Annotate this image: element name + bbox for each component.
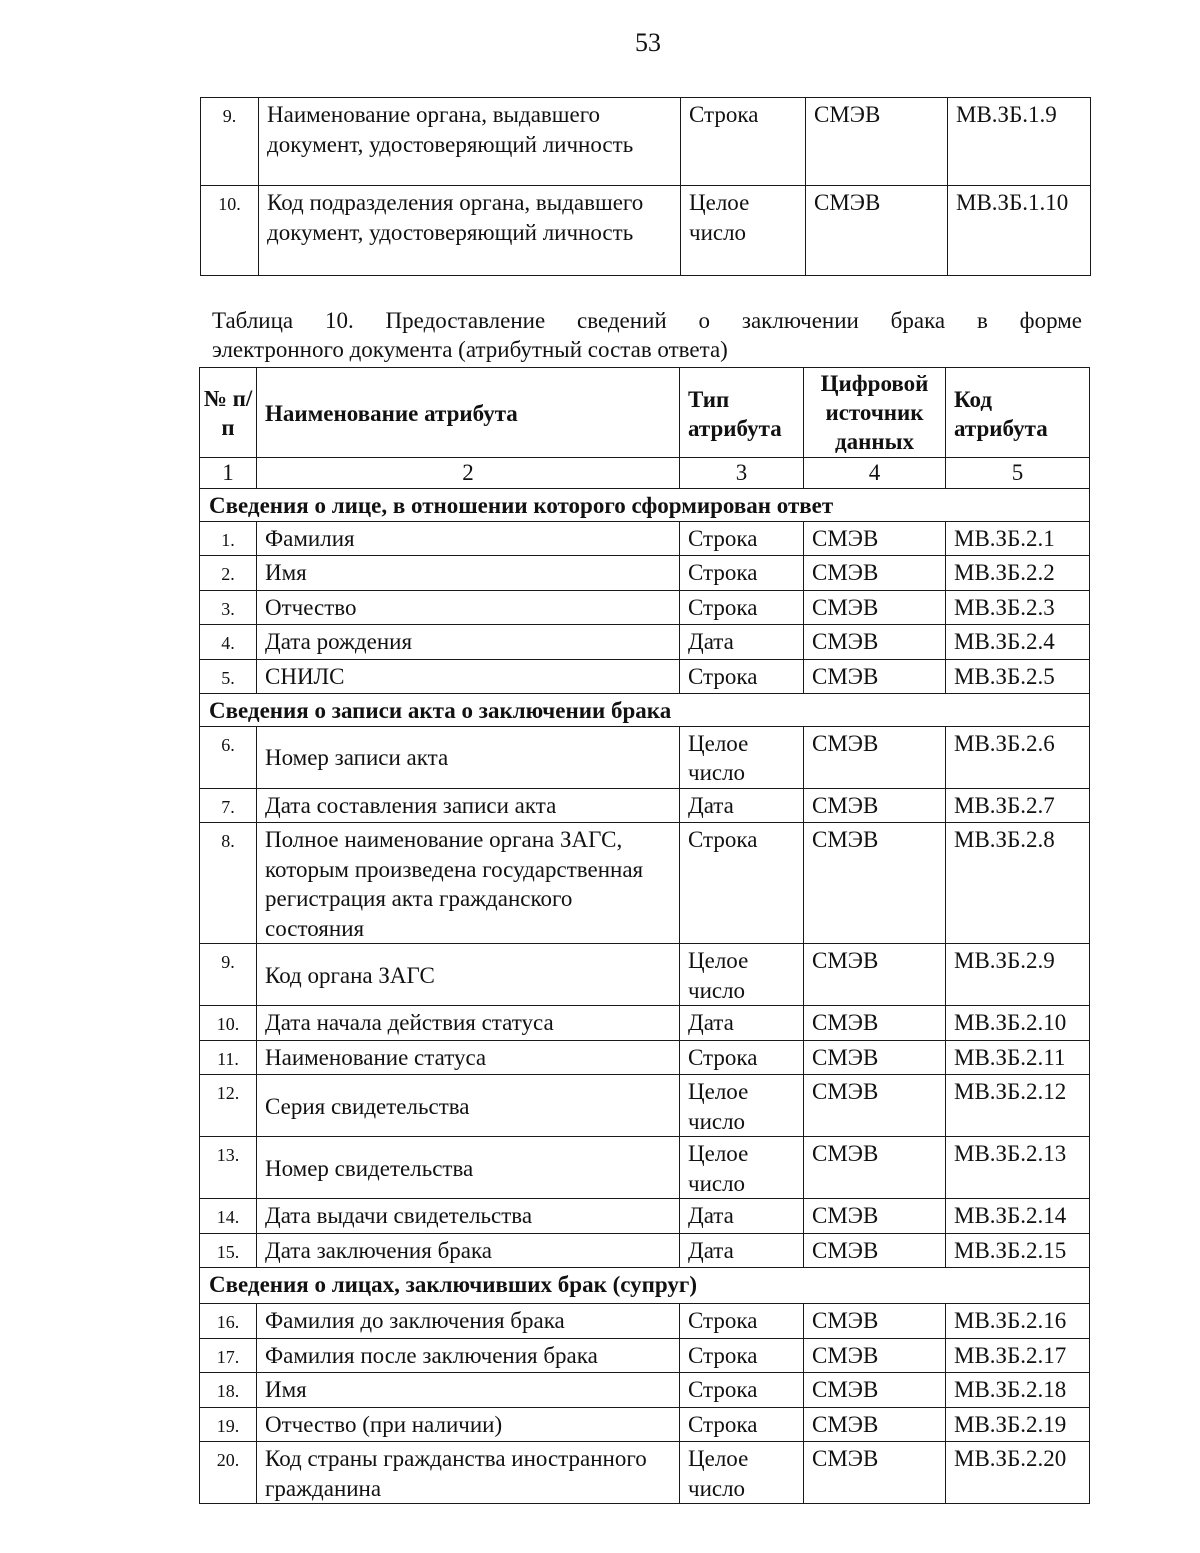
attribute-name: Серия свидетельства [257,1075,680,1137]
header-num: № п/п [200,368,257,458]
data-source: СМЭВ [804,823,946,944]
attribute-name: Полное наименование органа ЗАГС, которым произведена государственная регистрация акта гражданского состояния [257,823,680,944]
row-number: 14. [200,1199,257,1234]
row-number: 13. [200,1137,257,1199]
header-source: Цифровой источник данных [804,368,946,458]
row-number: 1. [200,521,257,556]
attribute-name: Наименование статуса [257,1040,680,1075]
attribute-type: Строка [680,823,804,944]
table-row [200,1233,1090,1268]
attribute-type: Целое число [680,1442,804,1504]
data-source: СМЭВ [804,625,946,660]
attribute-type: Строка [680,556,804,591]
attribute-name: Номер записи акта [257,726,680,788]
attribute-name: Отчество [257,590,680,625]
row-number: 12. [200,1075,257,1137]
attribute-name: Отчество (при наличии) [257,1407,680,1442]
attribute-type: Строка [680,1407,804,1442]
attribute-type: Дата [680,1006,804,1041]
attributes-table-body [200,489,1090,1504]
attribute-name: Имя [257,556,680,591]
attribute-code: МВ.ЗБ.2.12 [946,1075,1090,1137]
table-row [200,590,1090,625]
attribute-name: СНИЛС [257,659,680,694]
attribute-type: Дата [680,1199,804,1234]
data-source: СМЭВ [804,1040,946,1075]
attribute-code: МВ.ЗБ.2.9 [946,944,1090,1006]
table-row [201,186,1091,276]
column-number: 3 [680,458,804,489]
row-number: 11. [200,1040,257,1075]
data-source: СМЭВ [806,186,948,276]
data-source: СМЭВ [804,1233,946,1268]
table-row [200,1373,1090,1408]
data-source: СМЭВ [804,1006,946,1041]
table-row [200,521,1090,556]
previous-table-body [201,98,1091,276]
table-row [201,98,1091,186]
data-source: СМЭВ [804,1407,946,1442]
column-number: 2 [257,458,680,489]
attribute-code: МВ.ЗБ.2.18 [946,1373,1090,1408]
attribute-code: МВ.ЗБ.2.15 [946,1233,1090,1268]
attribute-type: Строка [680,1338,804,1373]
data-source: СМЭВ [804,1075,946,1137]
row-number: 9. [200,944,257,1006]
row-number: 7. [200,788,257,823]
data-source: СМЭВ [804,1304,946,1339]
attribute-code: МВ.ЗБ.2.20 [946,1442,1090,1504]
table-row [200,1199,1090,1234]
attributes-table [199,367,1090,1504]
table-row [200,1407,1090,1442]
column-number: 4 [804,458,946,489]
row-number: 9. [201,98,259,186]
row-number: 16. [200,1304,257,1339]
attribute-code: МВ.ЗБ.2.8 [946,823,1090,944]
table-row [200,823,1090,944]
row-number: 5. [200,659,257,694]
attribute-code: МВ.ЗБ.2.5 [946,659,1090,694]
row-number: 10. [200,1006,257,1041]
table-header-row [200,368,1090,458]
attribute-code: МВ.ЗБ.2.19 [946,1407,1090,1442]
attribute-code: МВ.ЗБ.2.14 [946,1199,1090,1234]
row-number: 4. [200,625,257,660]
attribute-code: МВ.ЗБ.2.7 [946,788,1090,823]
table-caption [212,306,1082,364]
attribute-code: МВ.ЗБ.2.1 [946,521,1090,556]
attribute-name: Код подразделения органа, выдавшего документ, удостоверяющий личность [259,186,681,276]
attribute-name: Код страны гражданства иностранного гражданина [257,1442,680,1504]
table-row [200,726,1090,788]
header-code: Код атрибута [946,368,1090,458]
table-row [200,1338,1090,1373]
previous-table-continuation [200,97,1091,276]
table-row [200,944,1090,1006]
column-number: 5 [946,458,1090,489]
attribute-name: Дата выдачи свидетельства [257,1199,680,1234]
section-title: Сведения о лице, в отношении которого сформирован ответ [200,489,1090,522]
attribute-code: МВ.ЗБ.1.9 [948,98,1091,186]
section-row [200,1268,1090,1304]
attribute-name: Наименование органа, выдавшего документ, удостоверяющий личность [259,98,681,186]
attribute-type: Дата [680,788,804,823]
table-row [200,1006,1090,1041]
table-row [200,556,1090,591]
attribute-type: Строка [681,98,806,186]
page-number: 53 [635,28,661,57]
data-source: СМЭВ [804,521,946,556]
row-number: 19. [200,1407,257,1442]
row-number: 15. [200,1233,257,1268]
table-row [200,1442,1090,1504]
table-row [200,659,1090,694]
attribute-name: Фамилия после заключения брака [257,1338,680,1373]
attribute-code: МВ.ЗБ.2.3 [946,590,1090,625]
row-number: 10. [201,186,259,276]
header-name: Наименование атрибута [257,368,680,458]
attribute-type: Целое число [680,944,804,1006]
attribute-name: Код органа ЗАГС [257,944,680,1006]
attribute-type: Строка [680,659,804,694]
attribute-name: Дата заключения брака [257,1233,680,1268]
column-number: 1 [200,458,257,489]
attribute-code: МВ.ЗБ.1.10 [948,186,1091,276]
row-number: 20. [200,1442,257,1504]
table-row [200,1304,1090,1339]
data-source: СМЭВ [804,944,946,1006]
data-source: СМЭВ [804,590,946,625]
attribute-type: Строка [680,1304,804,1339]
table-row [200,625,1090,660]
attribute-type: Строка [680,521,804,556]
data-source: СМЭВ [804,788,946,823]
row-number: 18. [200,1373,257,1408]
attribute-code: МВ.ЗБ.2.10 [946,1006,1090,1041]
attribute-type: Строка [680,1040,804,1075]
attribute-type: Целое число [680,1137,804,1199]
attribute-type: Дата [680,625,804,660]
attribute-type: Строка [680,1373,804,1408]
attribute-type: Целое число [681,186,806,276]
section-row [200,694,1090,727]
attribute-name: Дата начала действия статуса [257,1006,680,1041]
caption-line-2: электронного документа (атрибутный состав ответа) [212,337,728,362]
table-row [200,1137,1090,1199]
data-source: СМЭВ [804,556,946,591]
row-number: 6. [200,726,257,788]
caption-line-1: Таблица 10. Предоставление сведений о заключении брака в форме [212,308,1082,333]
attribute-code: МВ.ЗБ.2.16 [946,1304,1090,1339]
attribute-code: МВ.ЗБ.2.6 [946,726,1090,788]
row-number: 2. [200,556,257,591]
attribute-name: Фамилия до заключения брака [257,1304,680,1339]
attribute-name: Фамилия [257,521,680,556]
attribute-code: МВ.ЗБ.2.17 [946,1338,1090,1373]
attribute-name: Дата рождения [257,625,680,660]
table-row [200,1075,1090,1137]
data-source: СМЭВ [804,1373,946,1408]
attribute-name: Дата составления записи акта [257,788,680,823]
header-type: Тип атрибута [680,368,804,458]
attribute-code: МВ.ЗБ.2.11 [946,1040,1090,1075]
data-source: СМЭВ [804,1199,946,1234]
attribute-type: Строка [680,590,804,625]
column-number-row [200,458,1090,489]
data-source: СМЭВ [804,659,946,694]
data-source: СМЭВ [804,1137,946,1199]
section-row [200,489,1090,522]
attribute-type: Целое число [680,1075,804,1137]
section-title: Сведения о записи акта о заключении брака [200,694,1090,727]
data-source: СМЭВ [804,726,946,788]
data-source: СМЭВ [804,1442,946,1504]
row-number: 8. [200,823,257,944]
row-number: 17. [200,1338,257,1373]
section-title: Сведения о лицах, заключивших брак (супруг) [200,1268,1090,1304]
attribute-type: Дата [680,1233,804,1268]
attribute-code: МВ.ЗБ.2.13 [946,1137,1090,1199]
table-row [200,1040,1090,1075]
row-number: 3. [200,590,257,625]
data-source: СМЭВ [806,98,948,186]
attribute-name: Имя [257,1373,680,1408]
attribute-code: МВ.ЗБ.2.4 [946,625,1090,660]
table-row [200,788,1090,823]
data-source: СМЭВ [804,1338,946,1373]
attribute-code: МВ.ЗБ.2.2 [946,556,1090,591]
attribute-name: Номер свидетельства [257,1137,680,1199]
attribute-type: Целое число [680,726,804,788]
